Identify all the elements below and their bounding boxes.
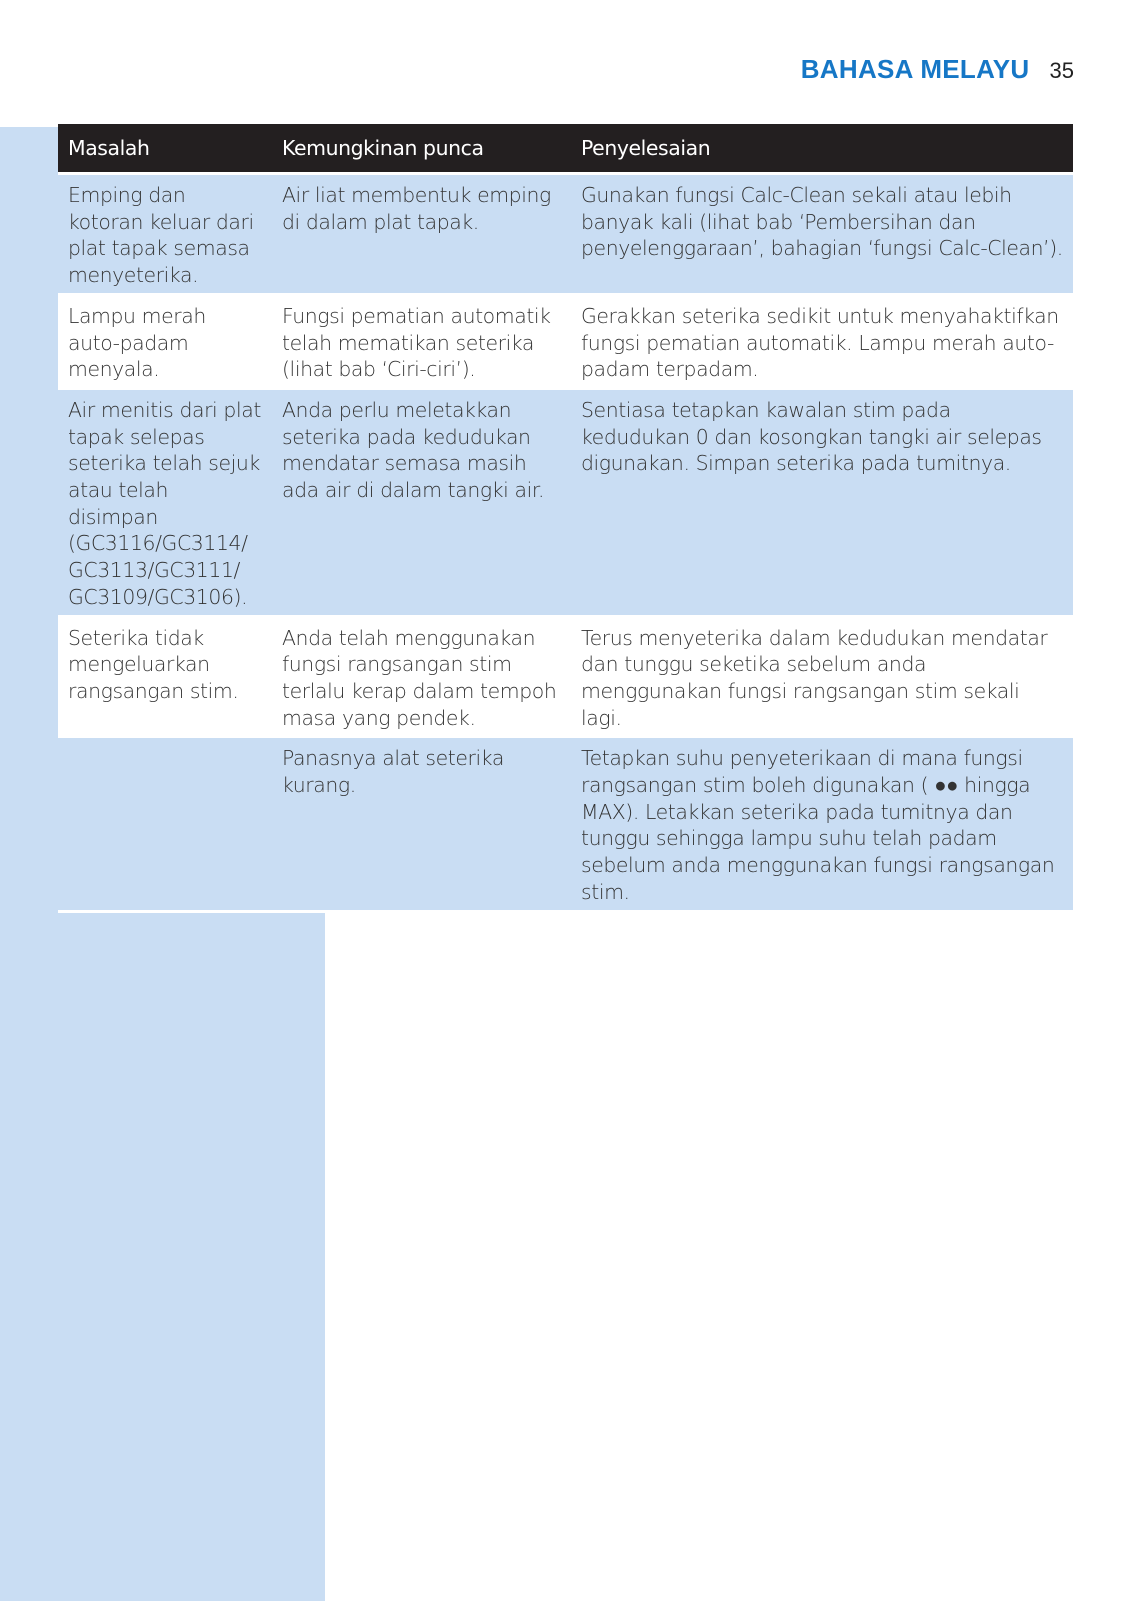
page-header bbox=[801, 54, 1074, 85]
solution-cell: Terus menyeterika dalam kedudukan mendatar dan tunggu seketika sebelum anda menggunakan fungsi rangsangan stim sekali lagi. bbox=[571, 616, 1073, 737]
table-row bbox=[58, 294, 1073, 388]
problem-cell: Lampu merah auto-padam menyala. bbox=[58, 294, 272, 388]
problem-cell bbox=[58, 737, 272, 911]
cause-cell: Anda telah menggunakan fungsi rangsangan stim terlalu kerap dalam tempoh masa yang pendek. bbox=[272, 616, 571, 737]
problem-cell: Seterika tidak mengeluarkan rangsangan stim. bbox=[58, 616, 272, 737]
troubleshooting-table bbox=[58, 124, 1073, 913]
column-header-solution: Penyelesaian bbox=[571, 124, 1073, 174]
solution-cell: Gerakkan seterika sedikit untuk menyahaktifkan fungsi pematian automatik. Lampu merah auto-padam terpadam. bbox=[571, 294, 1073, 388]
table-row bbox=[58, 737, 1073, 911]
cause-cell: Air liat membentuk emping di dalam plat tapak. bbox=[272, 174, 571, 295]
table-row bbox=[58, 174, 1073, 295]
table-header-row bbox=[58, 124, 1073, 174]
cause-cell: Fungsi pematian automatik telah mematikan seterika (lihat bab ‘Ciri-ciri’). bbox=[272, 294, 571, 388]
cause-cell: Panasnya alat seterika kurang. bbox=[272, 737, 571, 911]
column-header-problem: Masalah bbox=[58, 124, 272, 174]
solution-cell: Sentiasa tetapkan kawalan stim pada kedudukan 0 dan kosongkan tangki air selepas digunakan. Simpan seterika pada tumitnya. bbox=[571, 388, 1073, 616]
solution-cell: Gunakan fungsi Calc-Clean sekali atau lebih banyak kali (lihat bab ‘Pembersihan dan penyelenggaraan’, bahagian ‘fungsi Calc-Clean’). bbox=[571, 174, 1073, 295]
table-row bbox=[58, 388, 1073, 616]
table-row bbox=[58, 616, 1073, 737]
page-number: 35 bbox=[1049, 58, 1074, 83]
solution-cell: Tetapkan suhu penyeterikaan di mana fungsi rangsangan stim boleh digunakan ( ●● hingga MAX). Letakkan seterika pada tumitnya dan tunggu sehingga lampu suhu telah padam sebelum anda menggunakan fungsi rangsangan stim. bbox=[571, 737, 1073, 911]
cause-cell: Anda perlu meletakkan seterika pada kedudukan mendatar semasa masih ada air di dalam tangki air. bbox=[272, 388, 571, 616]
problem-cell: Air menitis dari plat tapak selepas seterika telah sejuk atau telah disimpan (GC3116/GC3114/ GC3113/GC3111/ GC3109/GC3106). bbox=[58, 388, 272, 616]
problem-cell: Emping dan kotoran keluar dari plat tapak semasa menyeterika. bbox=[58, 174, 272, 295]
section-title: BAHASA MELAYU bbox=[800, 54, 1030, 84]
column-header-cause: Kemungkinan punca bbox=[272, 124, 571, 174]
